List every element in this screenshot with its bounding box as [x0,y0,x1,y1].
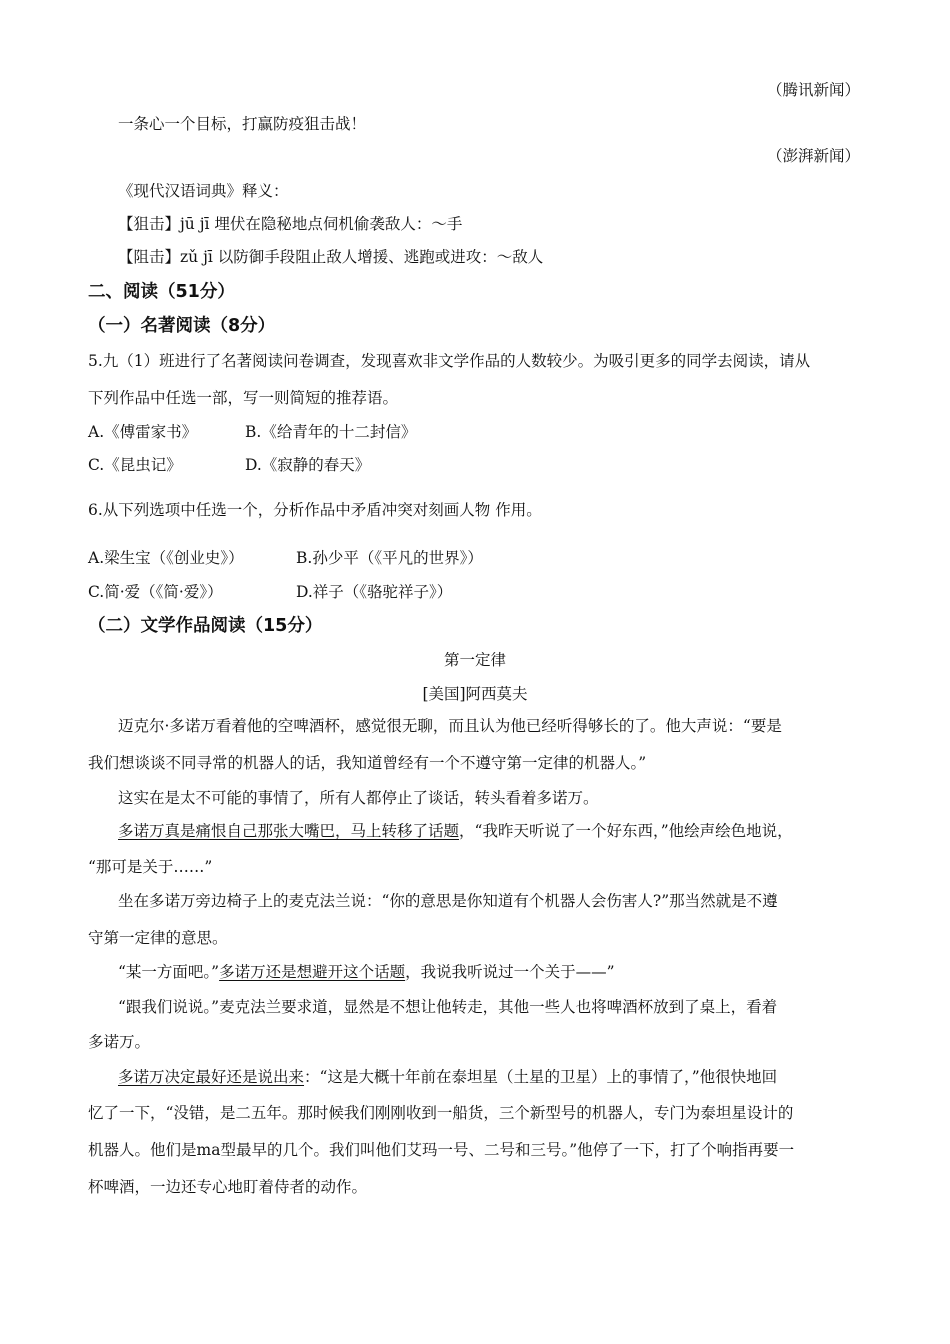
story-paragraph-4-line-1: 坐在多诺万旁边椅子上的麦克法兰说：“你的意思是你知道有个机器人会伤害人?”那当然就是不遵 [118,892,778,910]
story-paragraph-5 [118,961,615,983]
dictionary-entry-zuji: 【阻击】zǔ jī 以防御手段阻止敌人增援、逃跑或进攻：～敌人 [118,248,544,266]
subsection-heading-classics: （一）名著阅读（8分） [88,316,276,336]
story-paragraph-7-line-2: 忆了一下，“没错，是二五年。那时候我们刚刚收到一船货，三个新型号的机器人，专门为泰坦星设计的 [88,1104,794,1122]
underlined-phrase: 多诺万真是痛恨自己那张大嘴巴，马上转移了话题 [118,822,460,840]
question-5-option-d: D.《寂静的春天》 [245,456,371,474]
story-title: 第一定律 [443,651,506,669]
question-6-option-c: C.简·爱（《简·爱》） [88,583,223,601]
dictionary-intro: 《现代汉语词典》释义： [118,182,289,200]
question-6-line-1: 6.从下列选项中任选一个，分析作品中矛盾冲突对刻画人物 作用。 [88,501,542,519]
underlined-phrase: 多诺万决定最好还是说出来 [118,1068,305,1086]
story-text: “某一方面吧。” [118,963,220,981]
story-paragraph-7-line-4: 杯啤酒，一边还专心地盯着侍者的动作。 [88,1178,368,1196]
question-5-option-b: B.《给青年的十二封信》 [245,423,417,441]
story-text: ，“我昨天听说了一个好东西，”他绘声绘色地说， [459,822,793,840]
story-paragraph-7-line-1 [118,1066,777,1088]
question-5-line-1: 5.九（1）班进行了名著阅读问卷调查，发现喜欢非文学作品的人数较少。为吸引更多的同学去阅读，请从 [88,352,811,370]
story-paragraph-1-line-2: 我们想谈谈不同寻常的机器人的话，我知道曾经有一个不遵守第一定律的机器人。” [88,754,647,772]
source-tencent: （腾讯新闻） [766,81,860,99]
question-6-option-a: A.梁生宝（《创业史》） [88,549,244,567]
story-paragraph-4-line-2: 守第一定律的意思。 [88,929,228,947]
question-5-option-c: C.《昆虫记》 [88,456,182,474]
subsection-heading-literature: （二）文学作品阅读（15分） [88,616,323,636]
story-paragraph-6-line-2: 多诺万。 [88,1033,151,1051]
question-5-option-a: A.《傅雷家书》 [88,423,198,441]
source-pengpai: （澎湃新闻） [766,147,860,165]
story-paragraph-1-line-1: 迈克尔·多诺万看着他的空啤酒杯，感觉很无聊，而且认为他已经听得够长的了。他大声说：“要是 [118,717,782,735]
dictionary-entry-jiji: 【狙击】jū jī 埋伏在隐秘地点伺机偷袭敌人：～手 [118,215,463,233]
question-6-option-b: B.孙少平（《平凡的世界》） [296,549,483,567]
story-paragraph-6-line-1: “跟我们说说。”麦克法兰要求道，显然是不想让他转走，其他一些人也将啤酒杯放到了桌上，看着 [118,998,778,1016]
section-heading-reading: 二、阅读（51分） [88,282,235,302]
question-6-option-d: D.祥子（《骆驼祥子》） [296,583,453,601]
story-paragraph-7-line-3: 机器人。他们是ma型最早的几个。我们叫他们艾玛一号、二号和三号。”他停了一下，打了个响指再要一 [88,1141,795,1159]
story-paragraph-3-line-2: “那可是关于……” [88,858,213,876]
underlined-phrase: 多诺万还是想避开这个话题 [219,963,406,981]
story-author: [美国]阿西莫夫 [422,685,528,703]
story-text: ，我说我听说过一个关于——” [405,963,615,981]
question-5-line-2: 下列作品中任选一部，写一则简短的推荐语。 [88,389,399,407]
story-paragraph-2: 这实在是太不可能的事情了，所有人都停止了谈话，转头看着多诺万。 [118,789,599,807]
story-paragraph-3-line-1 [118,820,793,842]
slogan-text: 一条心一个目标，打赢防疫狙击战！ [118,115,367,133]
story-text: ：“这是大概十年前在泰坦星（土星的卫星）上的事情了，”他很快地回 [304,1068,778,1086]
